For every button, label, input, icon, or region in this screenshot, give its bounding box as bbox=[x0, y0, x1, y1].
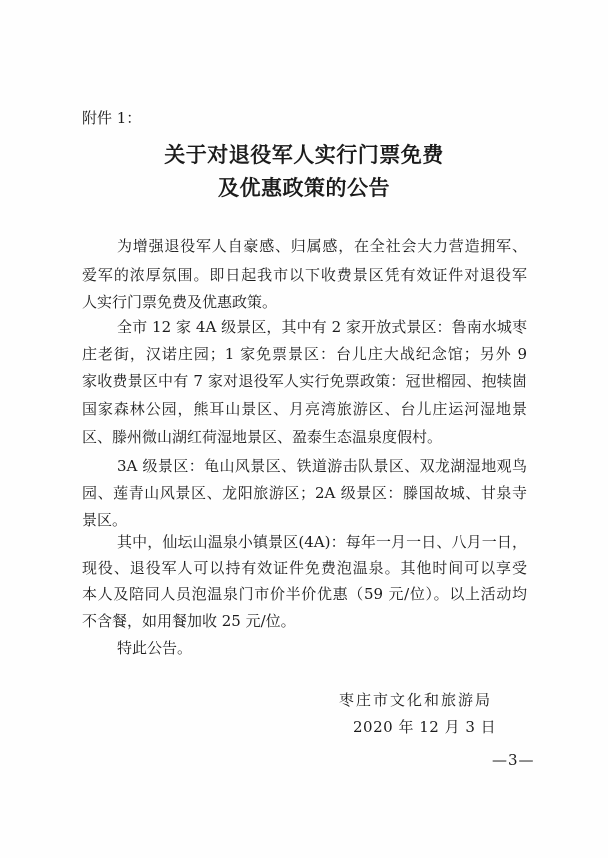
body-line: 家收费景区中有 7 家对退役军人实行免票政策：冠世榴园、抱犊崮 bbox=[82, 372, 527, 390]
page-number: —3— bbox=[492, 751, 535, 769]
body-line: 爱军的浓厚氛围。即日起我市以下收费景区凭有效证件对退役军 bbox=[82, 266, 527, 284]
document-title-line-2: 及优惠政策的公告 bbox=[218, 175, 390, 200]
issue-date: 2020 年 12 月 3 日 bbox=[353, 718, 497, 736]
body-line: 本人及陪同人员泡温泉门市价半价优惠（59 元/位）。以上活动均 bbox=[82, 585, 527, 603]
body-line: 不含餐，如用餐加收 25 元/位。 bbox=[82, 612, 296, 630]
body-line: 为增强退役军人自豪感、归属感，在全社会大力营造拥军、 bbox=[117, 237, 527, 255]
body-line: 人实行门票免费及优惠政策。 bbox=[82, 293, 278, 311]
document-title-line-1: 关于对退役军人实行门票免费 bbox=[164, 142, 444, 167]
body-line: 园、莲青山风景区、龙阳旅游区；2A 级景区：滕国故城、甘泉寺 bbox=[82, 484, 527, 502]
attachment-label: 附件 1： bbox=[82, 109, 142, 127]
body-line: 区、滕州微山湖红荷湿地景区、盈泰生态温泉度假村。 bbox=[82, 428, 443, 446]
body-line: 现役、退役军人可以持有效证件免费泡温泉。其他时间可以享受 bbox=[82, 559, 527, 577]
body-line: 3A 级景区：龟山风景区、铁道游击队景区、双龙湖湿地观鸟 bbox=[117, 457, 527, 475]
body-line: 庄老街，汉诺庄园；1 家免票景区：台儿庄大战纪念馆；另外 9 bbox=[82, 345, 527, 363]
body-line: 全市 12 家 4A 级景区，其中有 2 家开放式景区：鲁南水城枣 bbox=[117, 318, 527, 336]
body-line: 国家森林公园，熊耳山景区、月亮湾旅游区、台儿庄运河湿地景 bbox=[82, 400, 527, 418]
issuing-authority: 枣庄市文化和旅游局 bbox=[339, 691, 493, 709]
body-line: 特此公告。 bbox=[117, 639, 193, 657]
body-line: 其中，仙坛山温泉小镇景区(4A)：每年一月一日、八月一日， bbox=[117, 533, 527, 551]
body-line: 景区。 bbox=[82, 511, 128, 529]
